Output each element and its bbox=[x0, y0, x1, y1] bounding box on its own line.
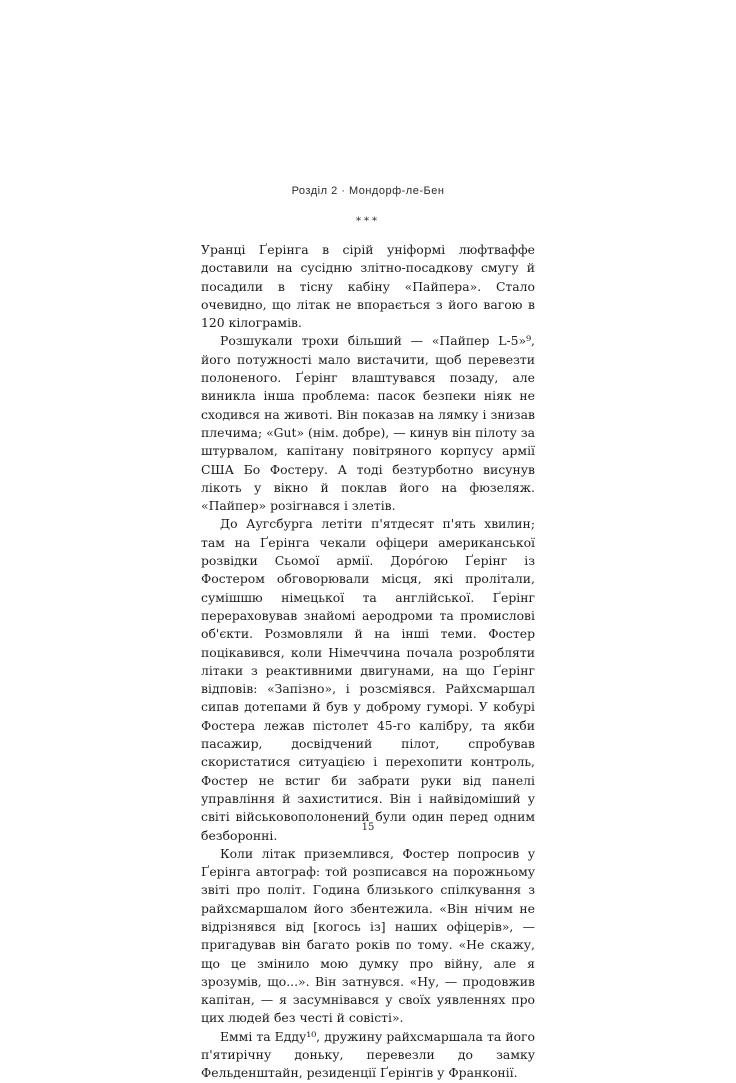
body-text bbox=[201, 241, 535, 1083]
paragraph-3: До Аугсбурга летіти п'ятдесят п'ять хвилин; там на Ґерінга чекали офіцери американської розвідки Сьомої армії. Доро́гою Ґерінг із Фостером обговорювали місця, які пролітали, сумішшю німецької та англійської. Ґерінг перераховував знайомі аеродроми та промислові об'єкти. Розмовляли й на інші теми. Фостер поцікавився, коли Німеччина почала розробляти літаки з реактивними двигунами, на що Ґерінг відповів: «Запізно», і розсміявся. Райхсмаршал сипав дотепами й був у доброму гуморі. У кобурі Фостера лежав пістолет 45-го калібру, та якби пасажир, досвідчений пілот, спробував скористатися ситуацією і перехопити контроль, Фостер не встиг би забрати руки від панелі управління й захиститися. Він і найвідоміший у світі військовополонений були один перед одним безборонні. bbox=[201, 516, 535, 843]
paragraph-4: Коли літак приземлився, Фостер попросив у Ґерінга автограф: той розписався на порожньому звіті про політ. Година близького спілкування з райхсмаршалом його збентежила. «Він нічим не відрізнявся від [когось із] наших офіцерів», — пригадував він багато років по тому. «Не скажу, що це змінило мою думку про війну, але я зрозумів, що...». Він затнувся. «Ну, — продовжив капітан, — я засумнівався у своїх уявленнях про цих людей без честі й совісті». bbox=[201, 845, 535, 1026]
running-head: Розділ 2 · Мондорф-ле-Бен bbox=[291, 185, 445, 197]
paragraph-1: Уранці Ґерінга в сірій уніформі люфтваффе доставили на сусідню злітно-посадкову смугу й посадили в тісну кабіну «Пайпера». Стало очевидно, що літак не впорається з його вагою в 120 кілограмів. bbox=[201, 242, 535, 331]
page-number: 15 bbox=[361, 822, 375, 833]
section-separator: *** bbox=[356, 216, 380, 227]
paragraph-2: Розшукали трохи більший — «Пайпер L-5»⁹, його потужності мало вистачити, щоб перевезти полоненого. Ґерінг влаштувався позаду, але виникла інша проблема: пасок безпеки ніяк не сходився на животі. Він показав на лямку і знизав плечима; «Gut» (нім. добре), — кинув він пілоту за штурвалом, капітану повітряного корпусу армії США Бо Фостеру. А тоді безтурботно висунув лікоть у вікно й поклав його на фюзеляж. «Пайпер» розігнався і злетів. bbox=[201, 333, 535, 514]
paragraph-5: Еммі та Едду¹⁰, дружину райхсмаршала та його п'ятирічну доньку, перевезли до замку Фельденштайн, резиденції Ґерінгів у Франконії. bbox=[201, 1028, 535, 1081]
